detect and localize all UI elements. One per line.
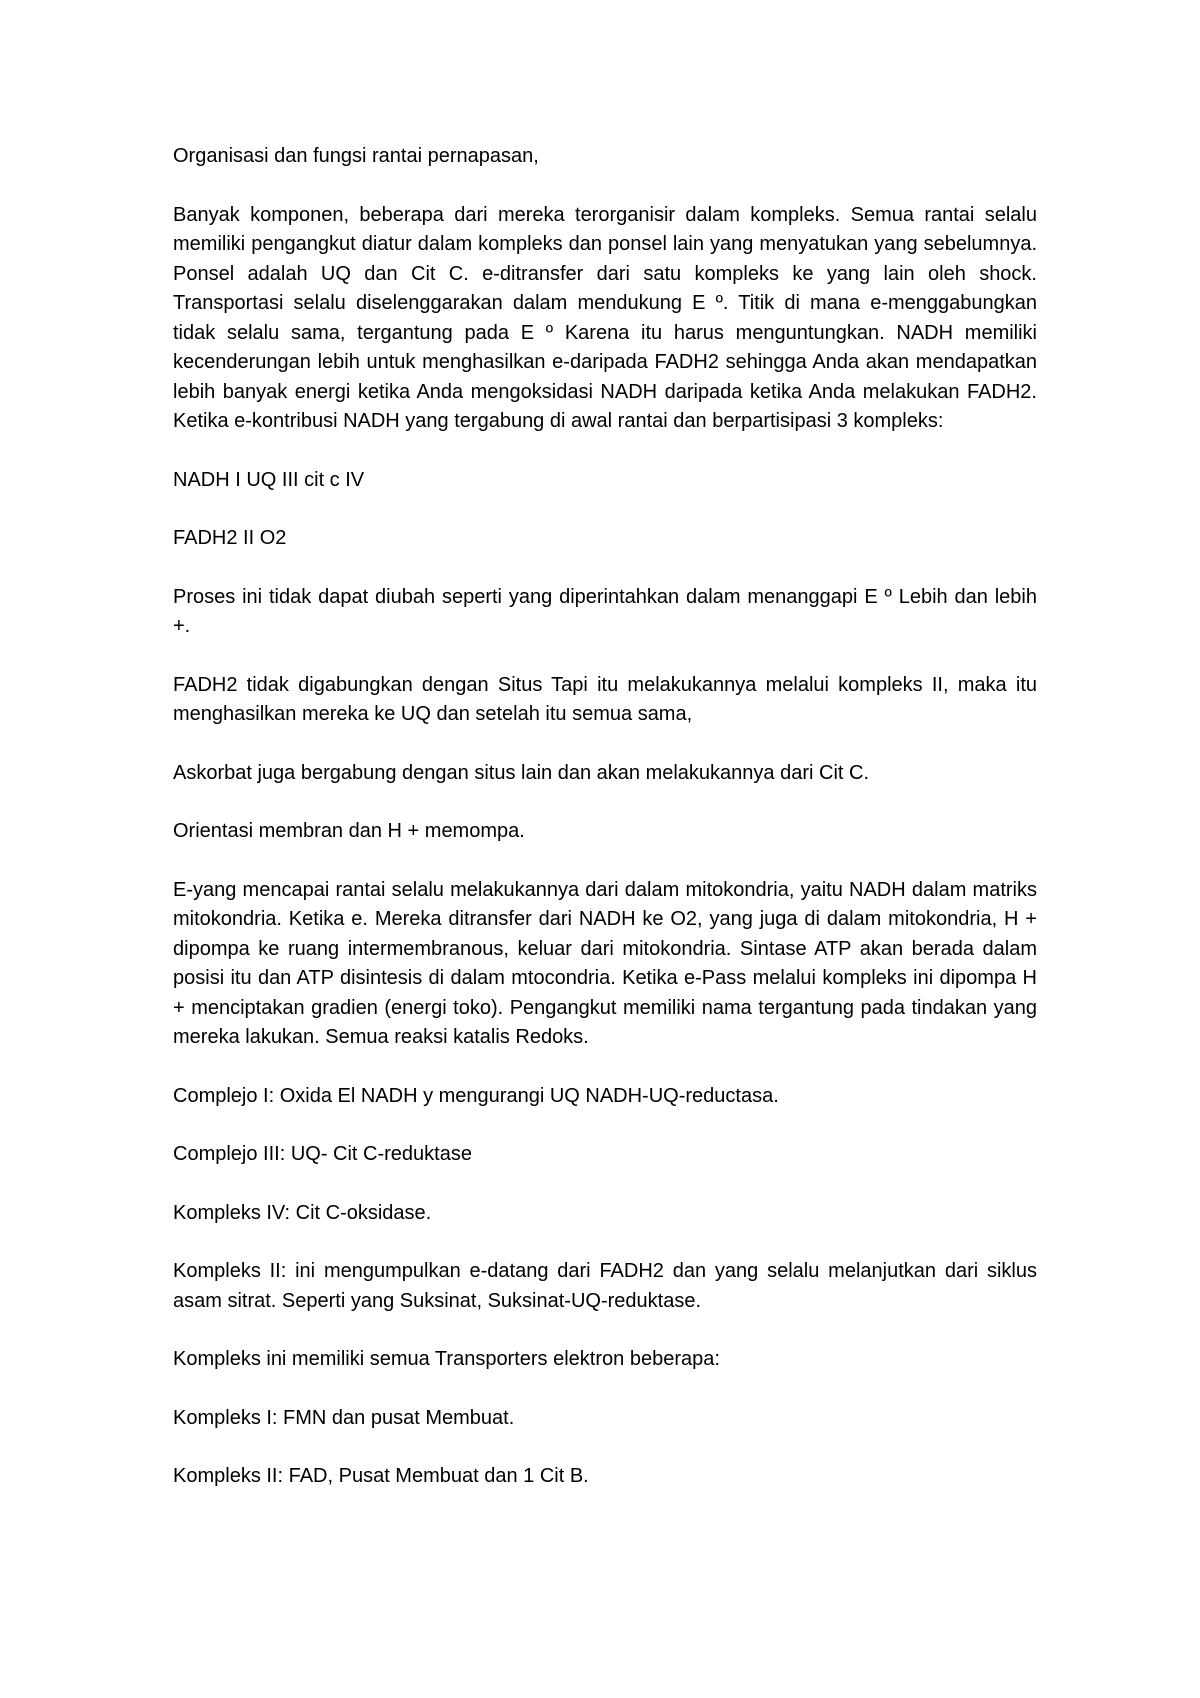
paragraph-transporters: Kompleks ini memiliki semua Transporters elektron beberapa: <box>173 1348 720 1370</box>
paragraph-complex-iii: Complejo III: UQ- Cit C-reduktase <box>173 1143 472 1165</box>
paragraph-membrane-orientation: Orientasi membran dan H + memompa. <box>173 820 525 842</box>
paragraph-components: Banyak komponen, beberapa dari mereka terorganisir dalam kompleks. Semua rantai selalu memiliki pengangkut diatur dalam kompleks dan ponsel lain yang menyatukan yang sebelumnya. Ponsel adalah UQ dan Cit C. e-ditransfer dari satu kompleks ke yang lain oleh shock. Transportasi selalu diselenggarakan dalam mendukung E º. Titik di mana e-menggabungkan tidak selalu sama, tergantung pada E º Karena itu harus menguntungkan. NADH memiliki kecenderungan lebih untuk menghasilkan e-daripada FADH2 sehingga Anda akan mendapatkan lebih banyak energi ketika Anda mengoksidasi NADH daripada ketika Anda melakukan FADH2. Ketika e-kontribusi NADH yang tergabung di awal rantai dan berpartisipasi 3 kompleks: <box>173 203 1037 432</box>
paragraph-nadh-chain: NADH I UQ III cit c IV <box>173 468 365 491</box>
paragraph-complex-iv: Kompleks IV: Cit C-oksidase. <box>173 1201 432 1224</box>
paragraph-complex-ii-fad: Kompleks II: FAD, Pusat Membuat dan 1 Cit B. <box>173 1465 589 1487</box>
paragraph-complex-i: Complejo I: Oxida El NADH y mengurangi UQ NADH-UQ-reductasa. <box>173 1084 779 1107</box>
document-title: Organisasi dan fungsi rantai pernapasan, <box>173 145 539 167</box>
paragraph-fadh2-complex: FADH2 tidak digabungkan dengan Situs Tapi itu melakukannya melalui kompleks II, maka itu menghasilkan mereka ke UQ dan setelah itu semua sama, <box>173 673 1037 725</box>
paragraph-complex-i-fmn: Kompleks I: FMN dan pusat Membuat. <box>173 1406 515 1429</box>
paragraph-irreversible: Proses ini tidak dapat diubah seperti yang diperintahkan dalam menanggapi E º Lebih dan lebih +. <box>173 585 1037 637</box>
paragraph-fadh2-chain: FADH2 II O2 <box>173 527 287 549</box>
paragraph-ascorbate: Askorbat juga bergabung dengan situs lain dan akan melakukannya dari Cit C. <box>173 761 869 784</box>
paragraph-mitochondria: E-yang mencapai rantai selalu melakukannya dari dalam mitokondria, yaitu NADH dalam matriks mitokondria. Ketika e. Mereka ditransfer dari NADH ke O2, yang juga di dalam mitokondria, H + dipompa ke ruang intermembranous, keluar dari mitokondria. Sintase ATP akan berada dalam posisi itu dan ATP disintesis di dalam mtocondria. Ketika e-Pass melalui kompleks ini dipompa H + menciptakan gradien (energi toko). Pengangkut memiliki nama tergantung pada tindakan yang mereka lakukan. Semua reaksi katalis Redoks. <box>173 878 1037 1048</box>
paragraph-complex-ii: Kompleks II: ini mengumpulkan e-datang dari FADH2 dan yang selalu melanjutkan dari siklus asam sitrat. Seperti yang Suksinat, Suksinat-UQ-reduktase. <box>173 1260 1037 1312</box>
document-body <box>173 142 1037 1521</box>
